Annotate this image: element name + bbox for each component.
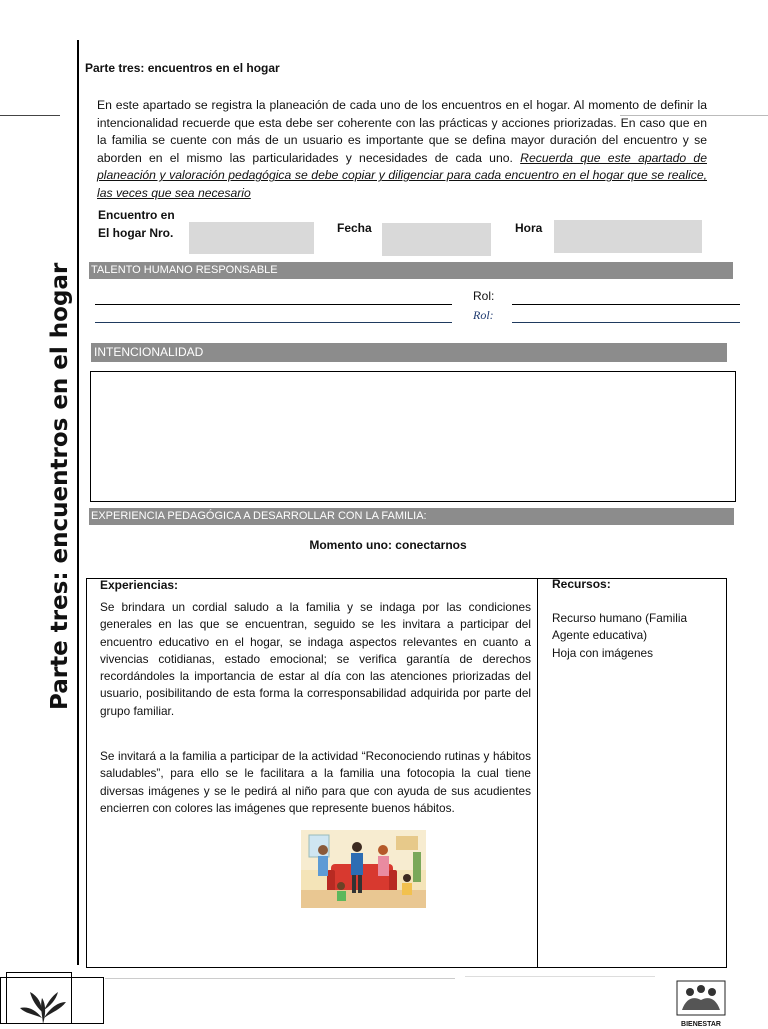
leaf-logo xyxy=(18,988,68,1024)
rol-line-1[interactable] xyxy=(512,304,740,305)
top-horizontal-rule xyxy=(0,115,60,116)
recursos-item-2: Hoja con imágenes xyxy=(552,646,653,660)
momento-title: Momento uno: conectarnos xyxy=(309,538,467,552)
rol-label-1: Rol: xyxy=(473,289,495,303)
intro-plain: En este apartado se registra la planeación de cada uno de los encuentros en el hogar. Al momento de definir la intencionalidad recuerde que esta debe ser coherente con las prácticas y acciones priorizadas. En caso que en la familia se cuente con más de un usuario es importante que se defina mayor duración del encuentro y se aborden en el mismo las particularidades y necesidades de cada uno. xyxy=(97,98,707,165)
intro-emphasis-2: las veces que sea necesario xyxy=(97,185,251,200)
family-illustration-svg xyxy=(301,830,426,908)
encuentro-label xyxy=(98,206,175,242)
fecha-field[interactable] xyxy=(382,223,491,256)
encuentro-label-line2: El hogar Nro. xyxy=(98,226,174,240)
intencionalidad-bar: INTENCIONALIDAD xyxy=(91,343,727,362)
rol-label-2: Rol: xyxy=(473,308,494,322)
footer-rule-left xyxy=(105,978,455,979)
hora-label: Hora xyxy=(515,221,543,235)
intencionalidad-textbox[interactable] xyxy=(90,371,736,502)
recursos-item-1: Recurso humano (Familia Agente educativa) xyxy=(552,611,688,643)
encuentro-label-line1: Encuentro en xyxy=(98,208,175,222)
intro-emphasis-1: Recuerda que este apartado de planeación y valoración pedagógica se debe copiar y diligenciar para cada encuentro en el hogar que se realice, xyxy=(97,150,707,183)
table-column-divider xyxy=(537,578,538,968)
experiencia-bar: EXPERIENCIA PEDAGÓGICA A DESARROLLAR CON LA FAMILIA: xyxy=(89,508,734,525)
encuentro-number-field[interactable] xyxy=(189,222,314,254)
intro-paragraph xyxy=(97,97,707,203)
fecha-label: Fecha xyxy=(337,221,372,235)
bienestar-logo xyxy=(676,980,726,1028)
hora-field[interactable] xyxy=(554,220,702,253)
experiencias-paragraph-2: Se invitará a la familia a participar de la actividad “Reconociendo rutinas y hábitos saludables”, para ello se le facilitara a la familia una fotocopia la cual tiene diversas imágenes y se le pedirá al niño para que con ayuda de sus acudientes encierren con colores las imágenes que represente buenos hábitos. xyxy=(100,749,531,815)
recursos-header: Recursos: xyxy=(552,577,611,591)
rol-line-2[interactable] xyxy=(512,322,740,323)
side-title: Parte tres: encuentros en el hogar xyxy=(47,262,73,710)
section-title: Parte tres: encuentros en el hogar xyxy=(85,61,280,75)
bienestar-logo-text: BIENESTAR xyxy=(681,1021,721,1028)
leaf-logo-svg xyxy=(18,988,68,1024)
footer-rule-right xyxy=(465,976,655,977)
talento-name-line-2[interactable] xyxy=(95,322,452,323)
talento-name-line-1[interactable] xyxy=(95,304,452,305)
experiencias-header: Experiencias: xyxy=(100,578,179,592)
bienestar-logo-svg xyxy=(676,980,726,1016)
experiencias-paragraph-1: Se brindara un cordial saludo a la familia y se indaga por las condiciones generales en las que se encuentran, seguido se les invitara a participar del encuentro educativo en el hogar, se indaga aspectos relevantes en cuanto a vivencias cotidianas, estado emocional; se verifica garantía de derechos recordándoles la importancia de estar al día con las atenciones priorizadas del usuario, posibilitando de esta forma la corresponsabilidad adquirida por parte del grupo familiar. xyxy=(100,600,531,718)
talento-bar: TALENTO HUMANO RESPONSABLE xyxy=(89,262,733,279)
family-illustration xyxy=(301,830,426,908)
